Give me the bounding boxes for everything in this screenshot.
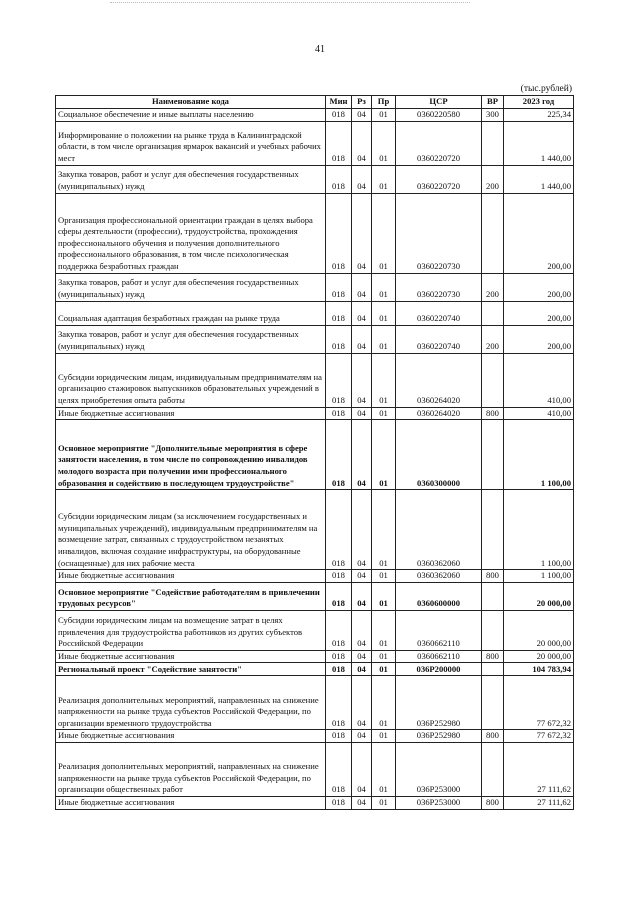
cell-pr: 01: [372, 610, 396, 650]
cell-rz: 04: [352, 490, 372, 570]
table-row: [56, 301, 574, 325]
cell-name: Региональный проект "Содействие занятости": [56, 663, 326, 676]
cell-rz: 04: [352, 730, 372, 743]
cell-pr: 01: [372, 730, 396, 743]
cell-csr: 0360220720: [396, 165, 482, 193]
cell-vr: 200: [482, 273, 504, 301]
cell-min: 018: [326, 121, 352, 165]
cell-rz: 04: [352, 301, 372, 325]
cell-csr: 0360264020: [396, 407, 482, 420]
cell-vr: 800: [482, 796, 504, 809]
cell-min: 018: [326, 109, 352, 122]
cell-val: 27 111,62: [504, 796, 574, 809]
table-row: [56, 121, 574, 165]
cell-rz: 04: [352, 650, 372, 663]
cell-vr: [482, 663, 504, 676]
cell-min: 018: [326, 325, 352, 353]
cell-csr: 0360220740: [396, 325, 482, 353]
cell-val: 20 000,00: [504, 582, 574, 610]
cell-name: Субсидии юридическим лицам, индивидуальным предпринимателям на организацию стажировок выпускников образовательных учреждений в целях приобретения опыта работы: [56, 353, 326, 407]
cell-name: Иные бюджетные ассигнования: [56, 650, 326, 663]
cell-vr: [482, 490, 504, 570]
cell-min: 018: [326, 730, 352, 743]
header-year: 2023 год: [504, 96, 574, 109]
cell-name: Иные бюджетные ассигнования: [56, 730, 326, 743]
cell-name: Закупка товаров, работ и услуг для обеспечения государственных (муниципальных) нужд: [56, 273, 326, 301]
table-row: [56, 676, 574, 730]
cell-pr: 01: [372, 273, 396, 301]
cell-vr: 800: [482, 650, 504, 663]
cell-min: 018: [326, 650, 352, 663]
cell-csr: 036P252980: [396, 730, 482, 743]
cell-min: 018: [326, 420, 352, 490]
cell-name: Иные бюджетные ассигнования: [56, 570, 326, 583]
cell-val: 1 100,00: [504, 490, 574, 570]
cell-val: 77 672,32: [504, 676, 574, 730]
table-row: [56, 109, 574, 122]
cell-val: 200,00: [504, 193, 574, 273]
cell-val: 1 440,00: [504, 121, 574, 165]
cell-val: 77 672,32: [504, 730, 574, 743]
cell-val: 200,00: [504, 325, 574, 353]
table-row: [56, 742, 574, 796]
table-row: [56, 165, 574, 193]
cell-pr: 01: [372, 582, 396, 610]
cell-name: Основное мероприятие "Дополнительные мероприятия в сфере занятости населения, в том числе по сопровождению инвалидов молодого возраста при получении ими профессионального образования и содействию в последующем трудоустройстве": [56, 420, 326, 490]
header-rz: Рз: [352, 96, 372, 109]
cell-rz: 04: [352, 407, 372, 420]
header-vr: ВР: [482, 96, 504, 109]
cell-csr: 036P200000: [396, 663, 482, 676]
cell-pr: 01: [372, 676, 396, 730]
cell-vr: [482, 742, 504, 796]
cell-rz: 04: [352, 165, 372, 193]
cell-min: 018: [326, 676, 352, 730]
cell-name: Реализация дополнительных мероприятий, направленных на снижение напряженности на рынке труда субъектов Российской Федерации, по организации временного трудоустройства: [56, 676, 326, 730]
cell-pr: 01: [372, 165, 396, 193]
cell-name: Организация профессиональной ориентации граждан в целях выбора сферы деятельности (профессии), трудоустройства, прохождения профессионального обучения и получения дополнительного профессионального образования, в том числе психологическая поддержка безработных граждан: [56, 193, 326, 273]
cell-rz: 04: [352, 582, 372, 610]
cell-pr: 01: [372, 650, 396, 663]
cell-csr: 036P253000: [396, 742, 482, 796]
page-number: 41: [315, 44, 325, 55]
cell-min: 018: [326, 582, 352, 610]
cell-vr: [482, 582, 504, 610]
cell-vr: 200: [482, 165, 504, 193]
table-header-row: [56, 96, 574, 109]
cell-name: Иные бюджетные ассигнования: [56, 796, 326, 809]
cell-pr: 01: [372, 742, 396, 796]
cell-name: Основное мероприятие "Содействие работодателям в привлечении трудовых ресурсов": [56, 582, 326, 610]
header-min: Мин: [326, 96, 352, 109]
cell-vr: 300: [482, 109, 504, 122]
cell-pr: 01: [372, 193, 396, 273]
cell-csr: 036P252980: [396, 676, 482, 730]
cell-min: 018: [326, 273, 352, 301]
cell-min: 018: [326, 796, 352, 809]
table-row: [56, 193, 574, 273]
cell-rz: 04: [352, 610, 372, 650]
table-row: [56, 610, 574, 650]
cell-pr: 01: [372, 109, 396, 122]
cell-rz: 04: [352, 742, 372, 796]
cell-val: 200,00: [504, 273, 574, 301]
cell-rz: 04: [352, 109, 372, 122]
cell-name: Иные бюджетные ассигнования: [56, 407, 326, 420]
cell-pr: 01: [372, 490, 396, 570]
cell-rz: 04: [352, 676, 372, 730]
cell-vr: [482, 610, 504, 650]
cell-min: 018: [326, 165, 352, 193]
scan-artifact: [110, 2, 470, 6]
cell-val: 1 100,00: [504, 420, 574, 490]
cell-pr: 01: [372, 570, 396, 583]
table-row: [56, 730, 574, 743]
cell-csr: 0360300000: [396, 420, 482, 490]
cell-min: 018: [326, 490, 352, 570]
cell-min: 018: [326, 407, 352, 420]
cell-name: Социальная адаптация безработных граждан на рынке труда: [56, 301, 326, 325]
cell-rz: 04: [352, 796, 372, 809]
cell-vr: [482, 353, 504, 407]
cell-name: Информирование о положении на рынке труда в Калининградской области, в том числе организация ярмарок вакансий и учебных рабочих мест: [56, 121, 326, 165]
cell-min: 018: [326, 193, 352, 273]
cell-min: 018: [326, 663, 352, 676]
cell-csr: 0360220730: [396, 273, 482, 301]
table-row: [56, 420, 574, 490]
cell-val: 1 100,00: [504, 570, 574, 583]
cell-pr: 01: [372, 796, 396, 809]
cell-rz: 04: [352, 325, 372, 353]
cell-rz: 04: [352, 570, 372, 583]
cell-min: 018: [326, 610, 352, 650]
cell-pr: 01: [372, 353, 396, 407]
cell-name: Закупка товаров, работ и услуг для обеспечения государственных (муниципальных) нужд: [56, 165, 326, 193]
cell-csr: 0360662110: [396, 610, 482, 650]
cell-val: 20 000,00: [504, 610, 574, 650]
table-row: [56, 325, 574, 353]
header-name: Наименование кода: [56, 96, 326, 109]
cell-vr: [482, 121, 504, 165]
cell-vr: [482, 676, 504, 730]
cell-min: 018: [326, 570, 352, 583]
cell-rz: 04: [352, 663, 372, 676]
cell-csr: 0360362060: [396, 490, 482, 570]
cell-pr: 01: [372, 407, 396, 420]
cell-val: 410,00: [504, 407, 574, 420]
cell-pr: 01: [372, 121, 396, 165]
cell-val: 410,00: [504, 353, 574, 407]
cell-rz: 04: [352, 121, 372, 165]
cell-csr: 0360264020: [396, 353, 482, 407]
cell-val: 1 440,00: [504, 165, 574, 193]
cell-vr: 200: [482, 325, 504, 353]
cell-rz: 04: [352, 353, 372, 407]
header-pr: Пр: [372, 96, 396, 109]
cell-csr: 0360662110: [396, 650, 482, 663]
cell-vr: 800: [482, 570, 504, 583]
cell-vr: 800: [482, 407, 504, 420]
table-row: [56, 796, 574, 809]
cell-name: Закупка товаров, работ и услуг для обеспечения государственных (муниципальных) нужд: [56, 325, 326, 353]
cell-vr: [482, 193, 504, 273]
cell-min: 018: [326, 353, 352, 407]
cell-vr: [482, 420, 504, 490]
table-row: [56, 490, 574, 570]
header-csr: ЦСР: [396, 96, 482, 109]
cell-name: Субсидии юридическим лицам на возмещение затрат в целях привлечения для трудоустройства работников из других субъектов Российской Федерации: [56, 610, 326, 650]
cell-pr: 01: [372, 325, 396, 353]
cell-min: 018: [326, 301, 352, 325]
cell-name: Реализация дополнительных мероприятий, направленных на снижение напряженности на рынке труда субъектов Российской Федерации, по организации общественных работ: [56, 742, 326, 796]
table-row: [56, 650, 574, 663]
cell-pr: 01: [372, 420, 396, 490]
cell-pr: 01: [372, 663, 396, 676]
budget-table: [55, 95, 574, 810]
cell-vr: [482, 301, 504, 325]
cell-min: 018: [326, 742, 352, 796]
cell-val: 200,00: [504, 301, 574, 325]
table-row: [56, 663, 574, 676]
cell-csr: 0360600000: [396, 582, 482, 610]
cell-csr: 0360362060: [396, 570, 482, 583]
cell-csr: 0360220730: [396, 193, 482, 273]
cell-val: 20 000,00: [504, 650, 574, 663]
cell-val: 225,34: [504, 109, 574, 122]
cell-rz: 04: [352, 420, 372, 490]
table-row: [56, 353, 574, 407]
cell-rz: 04: [352, 193, 372, 273]
cell-csr: 0360220720: [396, 121, 482, 165]
cell-name: Субсидии юридическим лицам (за исключением государственных и муниципальных учреждений), индивидуальным предпринимателям на возмещение затрат, связанных с трудоустройством незанятых инвалидов, включая создание инфраструктуры, на оборудованные (оснащенные) для них рабочие места: [56, 490, 326, 570]
cell-csr: 0360220740: [396, 301, 482, 325]
cell-csr: 0360220580: [396, 109, 482, 122]
cell-val: 27 111,62: [504, 742, 574, 796]
cell-csr: 036P253000: [396, 796, 482, 809]
table-row: [56, 407, 574, 420]
units-label: (тыс.рублей): [520, 84, 572, 94]
table-row: [56, 273, 574, 301]
cell-name: Социальное обеспечение и иные выплаты населению: [56, 109, 326, 122]
cell-pr: 01: [372, 301, 396, 325]
cell-rz: 04: [352, 273, 372, 301]
table-body: [56, 109, 574, 810]
cell-val: 104 783,94: [504, 663, 574, 676]
table-row: [56, 570, 574, 583]
cell-vr: 800: [482, 730, 504, 743]
table-row: [56, 582, 574, 610]
